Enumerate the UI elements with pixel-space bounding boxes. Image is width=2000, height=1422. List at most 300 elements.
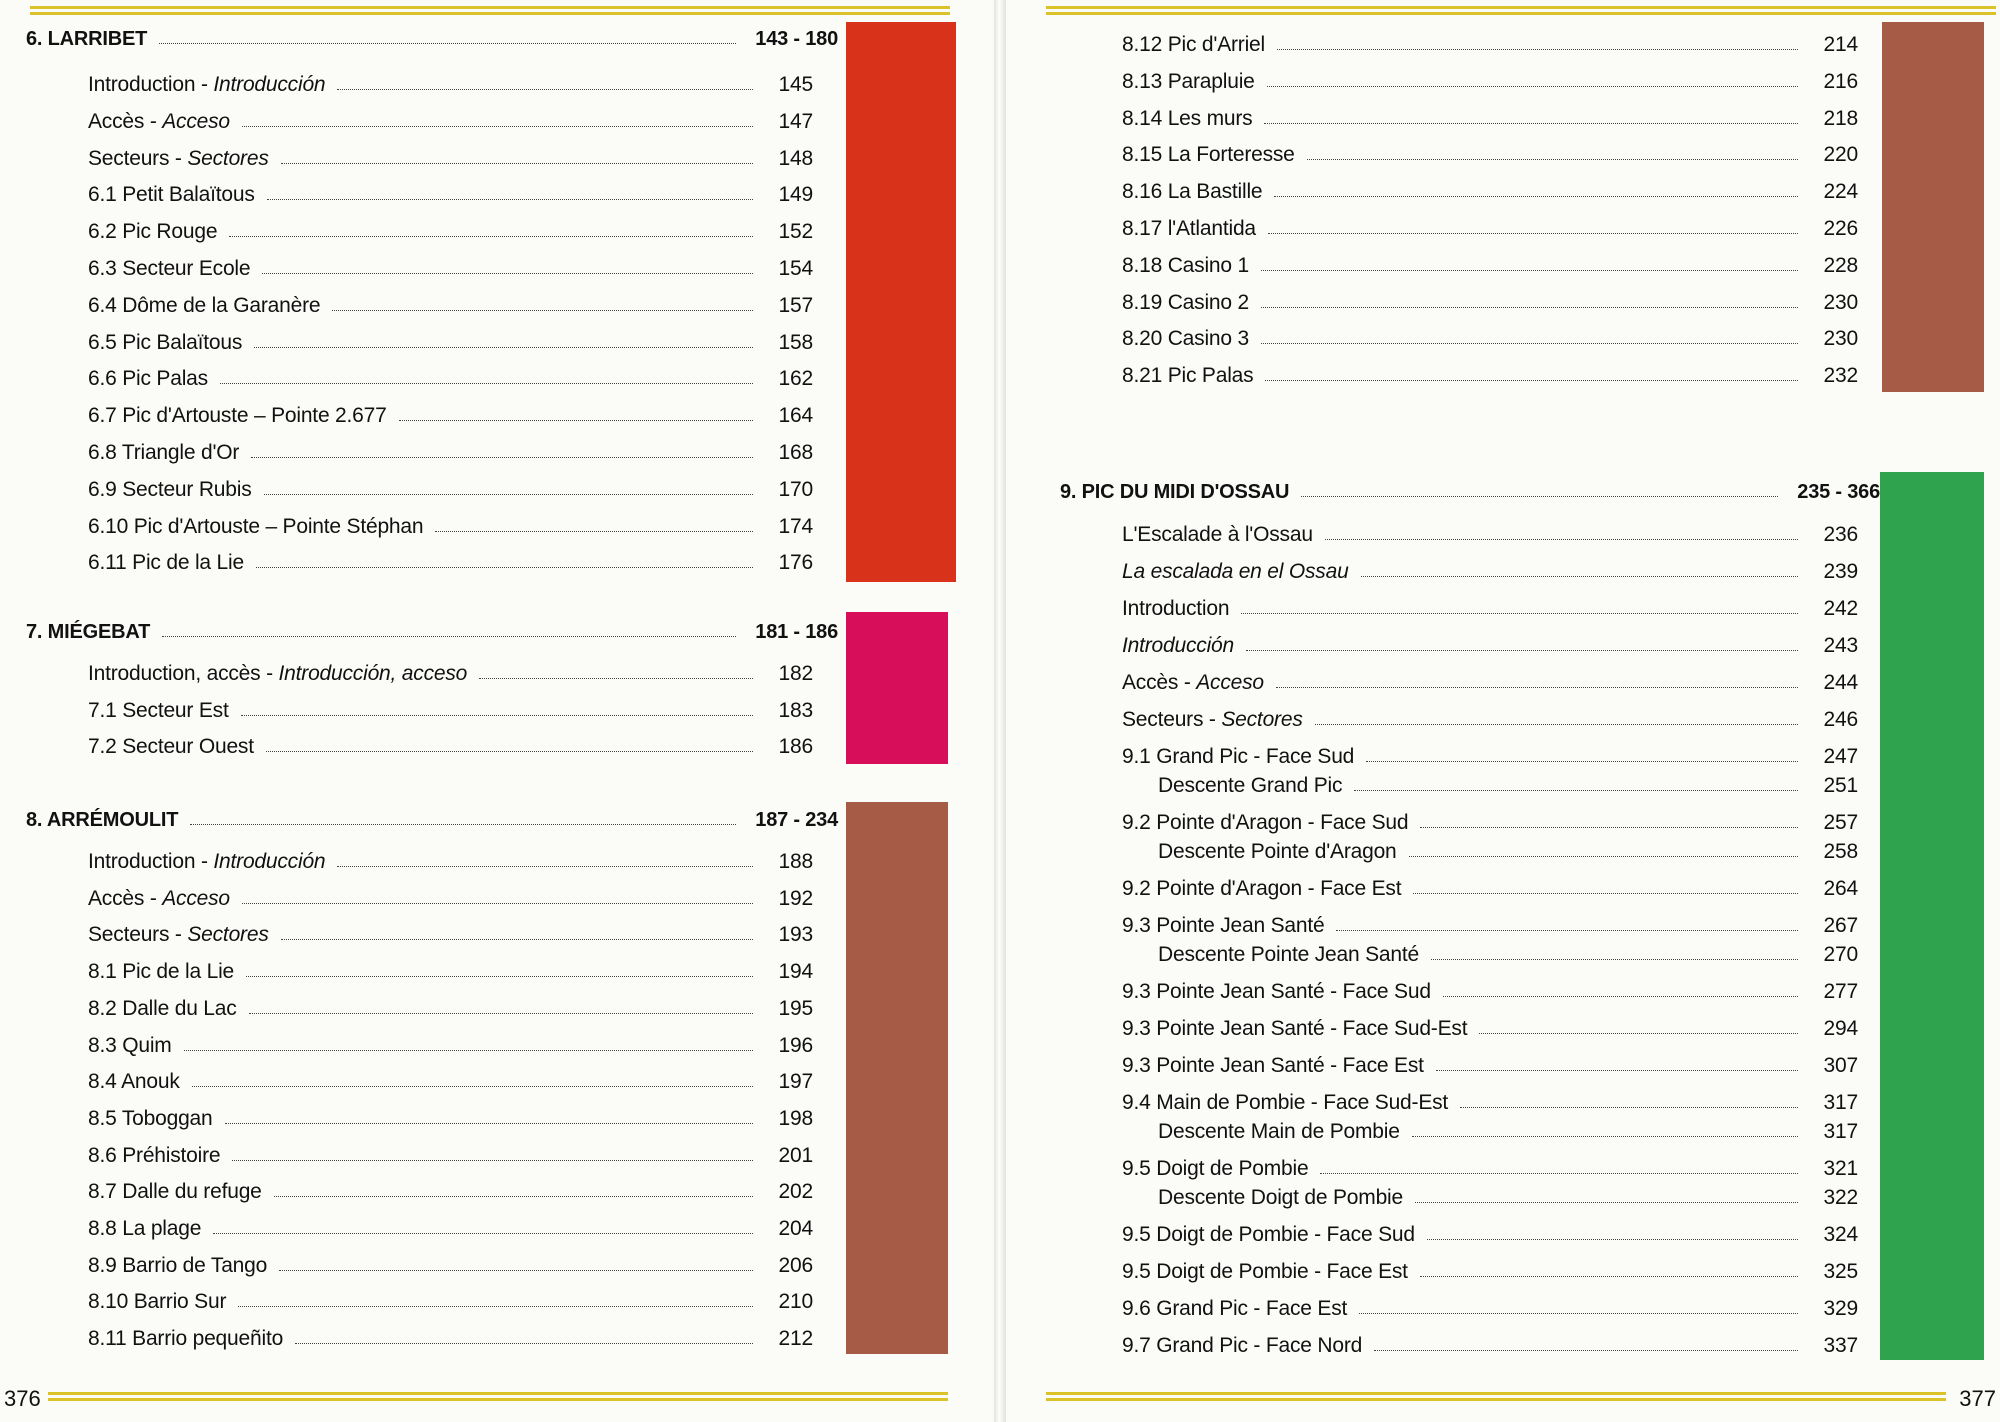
entry-text: Descente Pointe Jean Santé [1158,943,1419,966]
page-number: 329 [1823,1297,1858,1320]
dot-leader [1427,1239,1798,1240]
entry-label [88,478,252,502]
entry-label [1122,560,1349,584]
entry-text: 9.7 Grand Pic - Face Nord [1122,1334,1363,1357]
page-number: 277 [1823,980,1858,1003]
dot-leader [1261,270,1798,271]
entry-label [1158,1120,1400,1144]
entry-text: 6.6 Pic Palas [88,367,208,391]
page-number: 147 [778,109,813,133]
dot-leader [251,457,753,458]
entry-text: L'Escalade à l'Ossau [1122,523,1313,546]
toc-entry [88,842,813,874]
section-title: 6. LARRIBET [26,28,148,50]
toc-entry [88,1282,813,1314]
page-number: 148 [778,146,813,170]
page-number: 145 [778,73,813,96]
dot-leader [159,43,736,44]
entry-separator: - [169,146,188,170]
page-number: 228 [1823,253,1858,277]
toc-entry [1122,1149,1858,1181]
entry-label [88,1290,226,1314]
toc-entry [88,1172,813,1204]
entry-text: 8.13 Parapluie [1122,69,1255,93]
entry-text: 7.2 Secteur Ouest [88,735,254,759]
entry-label [88,183,255,207]
entry-text: Accès [1122,671,1179,694]
bottom-rule [1046,1392,1946,1401]
entry-label [1122,1297,1347,1321]
entry-label [88,110,230,134]
toc-entry [88,989,813,1021]
toc-entry [88,286,813,318]
page-number: 154 [778,257,813,280]
entry-label [88,1144,220,1168]
page-number: 157 [778,293,813,317]
toc-entry [88,879,813,911]
entry-label [1158,943,1419,967]
dot-leader [337,866,753,867]
entry-text: Descente Grand Pic [1158,774,1343,797]
toc-entry [1122,1326,1858,1358]
entry-label [1158,840,1397,864]
entry-label [88,1107,213,1131]
page-number: 210 [778,1290,813,1314]
entry-separator: - [1203,708,1222,731]
entry-text-spanish: Acceso [1196,671,1264,694]
toc-entry [88,915,813,947]
toc-entry [88,1062,813,1094]
entry-label [1122,180,1262,204]
page-number: 152 [778,220,813,244]
dot-leader [281,939,753,940]
section-heading [26,800,838,832]
toc-entry [88,433,813,465]
entry-text: Secteurs [88,923,170,947]
dot-leader [1265,380,1798,381]
dot-leader [1307,159,1798,160]
page-number: 270 [1823,943,1858,966]
page-number: 195 [778,996,813,1020]
toc-entry [1122,1215,1858,1247]
toc-subentry [1158,1178,1858,1210]
entry-text: 6.3 Secteur Ecole [88,257,251,280]
dot-leader [1261,343,1798,344]
page-number: 214 [1823,33,1858,56]
page-number: 264 [1823,877,1858,900]
entry-label [88,699,229,723]
entry-text-spanish: Introducción [213,73,326,96]
toc-entry [88,175,813,207]
dot-leader [1412,1136,1798,1137]
dot-leader [256,567,753,568]
entry-label [1122,70,1255,94]
entry-separator: - [144,886,163,910]
toc-entry [1122,62,1858,94]
entry-label [1122,671,1264,695]
entry-label [88,735,254,759]
page-number: 198 [778,1106,813,1130]
dot-leader [1241,613,1798,614]
toc-entry [88,507,813,539]
entry-text: 9.4 Main de Pombie - Face Sud-Est [1122,1091,1449,1114]
dot-leader [399,420,753,421]
entry-label [88,1180,262,1204]
entry-text: 9.3 Pointe Jean Santé [1122,914,1325,937]
entry-text-spanish: Introducción [1122,634,1235,657]
dot-leader [190,824,736,825]
entry-label [88,1254,267,1278]
page-number: 176 [778,551,813,575]
page-number: 337 [1823,1334,1858,1357]
dot-leader [1431,959,1798,960]
entry-label [1122,523,1313,547]
entry-label [1122,254,1249,278]
page-number: 192 [778,886,813,910]
page-number: 294 [1823,1017,1858,1040]
dot-leader [1420,827,1798,828]
entry-label [88,551,244,575]
toc-entry [1122,737,1858,769]
entry-label [1122,33,1265,57]
toc-entry [1122,552,1858,584]
toc-entry [1122,869,1858,901]
entry-label [88,997,237,1021]
entry-label [88,441,239,465]
entry-text: 6.1 Petit Balaïtous [88,183,255,207]
entry-text: 8.2 Dalle du Lac [88,996,237,1020]
entry-separator: - [195,850,214,873]
page-number: 230 [1823,290,1858,314]
entry-label [88,257,250,281]
dot-leader [1436,1070,1798,1071]
dot-leader [238,1306,753,1307]
section-page-range: 235 - 366 [1797,481,1880,503]
page-number: 317 [1823,1091,1858,1114]
page-number: 158 [778,330,813,354]
entry-text: Introduction [88,850,196,873]
toc-entry [88,470,813,502]
dot-leader [1460,1107,1798,1108]
section-page-range: 143 - 180 [755,28,838,50]
toc-entry [88,102,813,134]
section-color-tab [846,612,948,764]
toc-entry [1122,172,1858,204]
toc-entry [88,654,813,686]
dot-leader [1443,996,1798,997]
dot-leader [1276,687,1798,688]
entry-text: 9.5 Doigt de Pombie - Face Est [1122,1260,1408,1283]
toc-entry [88,323,813,355]
page-number: 258 [1823,840,1858,863]
page-number: 218 [1823,106,1858,130]
dot-leader [229,236,753,237]
toc-entry [1122,319,1858,351]
toc-entry [88,1209,813,1241]
dot-leader [337,89,753,90]
entry-text: Accès [88,886,145,910]
entry-text: 8.12 Pic d'Arriel [1122,33,1266,56]
entry-text: 9.3 Pointe Jean Santé - Face Sud-Est [1122,1017,1468,1040]
page-number: 239 [1823,560,1858,583]
page-number: 247 [1823,745,1858,768]
dot-leader [232,1160,753,1161]
toc-entry [1122,283,1858,315]
dot-leader [213,1233,753,1234]
dot-leader [225,1123,753,1124]
entry-text: Descente Main de Pombie [1158,1120,1400,1143]
entry-text: 8.3 Quim [88,1033,172,1057]
toc-subentry [1158,1112,1858,1144]
entry-text: 8.11 Barrio pequeñito [88,1327,284,1351]
top-rule [30,6,950,15]
entry-label [88,850,325,874]
toc-entry [88,543,813,575]
entry-label [1122,980,1431,1004]
dot-leader [262,273,753,274]
entry-text: 8.4 Anouk [88,1070,180,1094]
page-number: 212 [778,1327,813,1351]
toc-entry [1122,209,1858,241]
page-number: 174 [778,514,813,538]
entry-text: 9.5 Doigt de Pombie [1122,1157,1309,1180]
toc-entry [1122,1009,1858,1041]
entry-text: 6.8 Triangle d'Or [88,441,240,464]
bottom-rule [48,1392,948,1401]
section-color-tab [1882,22,1984,392]
entry-label [1122,1334,1362,1358]
dot-leader [162,636,736,637]
entry-label [88,1070,180,1094]
entry-label [1122,1223,1415,1247]
page-number: 244 [1823,671,1858,694]
toc-entry [1122,515,1858,547]
entry-label [88,220,217,244]
entry-text: Descente Pointe d'Aragon [1158,840,1397,863]
entry-text: 8.15 La Forteresse [1122,143,1295,167]
page-number: 251 [1823,774,1858,797]
entry-text-spanish: Sectores [1221,708,1303,731]
entry-label [1122,327,1249,351]
page-number: 201 [778,1143,813,1167]
entry-label [88,404,387,428]
toc-entry [88,1099,813,1131]
dot-leader [267,199,753,200]
top-rule [1046,6,1996,15]
page-number: 196 [778,1033,813,1057]
toc-entry [1122,1083,1858,1115]
dot-leader [1274,196,1798,197]
page-number: 257 [1823,811,1858,834]
page-number: 186 [778,735,813,759]
entry-separator: - [195,73,214,96]
page-number: 182 [778,662,813,685]
dot-leader [264,494,753,495]
dot-leader [1359,1313,1798,1314]
page-number: 206 [778,1253,813,1277]
page-number: 325 [1823,1260,1858,1283]
entry-text: Accès [88,109,145,133]
section-color-tab [846,22,956,582]
entry-text: 8.20 Casino 3 [1122,327,1249,351]
toc-subentry [1158,832,1858,864]
entry-text: 8.16 La Bastille [1122,180,1263,204]
entry-text: 8.19 Casino 2 [1122,290,1249,314]
entry-label [1122,597,1229,621]
entry-text: 8.21 Pic Palas [1122,364,1254,388]
entry-text-spanish: Sectores [187,923,269,947]
page-number: 193 [778,923,813,947]
dot-leader [279,1270,753,1271]
page-number: 202 [778,1180,813,1204]
entry-label [1158,1186,1403,1210]
entry-label [88,331,242,355]
entry-text: 6.2 Pic Rouge [88,220,218,244]
entry-text-spanish: Acceso [162,886,230,910]
toc-entry [88,65,813,97]
entry-label [26,809,178,832]
section-title: 9. PIC DU MIDI D'OSSAU [1060,481,1290,503]
toc-entry [88,359,813,391]
page-number: 220 [1823,143,1858,167]
toc-entry [88,727,813,759]
dot-leader [1268,233,1798,234]
dot-leader [254,347,753,348]
toc-subentry [1158,766,1858,798]
page-number: 242 [1823,597,1858,620]
dot-leader [1415,1202,1798,1203]
dot-leader [435,531,753,532]
dot-leader [246,976,753,977]
entry-text: 6.10 Pic d'Artouste – Pointe Stéphan [88,514,424,538]
entry-label [1122,364,1253,388]
dot-leader [1361,576,1798,577]
section-page-range: 181 - 186 [755,621,838,643]
entry-text: Descente Doigt de Pombie [1158,1186,1404,1209]
dot-leader [1261,307,1798,308]
entry-label [1122,217,1256,241]
dot-leader [274,1196,753,1197]
page-number: 376 [4,1386,41,1411]
page-number: 230 [1823,327,1858,351]
page-number: 307 [1823,1054,1858,1077]
page-number: 194 [778,960,813,984]
entry-label [88,367,208,391]
entry-text: 6.9 Secteur Rubis [88,477,252,501]
entry-text: 6.7 Pic d'Artouste – Pointe 2.677 [88,404,387,428]
page-number: 183 [778,698,813,722]
entry-text: 8.17 l'Atlantida [1122,217,1256,240]
entry-text: Secteurs [88,146,170,170]
entry-text: 8.1 Pic de la Lie [88,960,235,984]
entry-label [1060,481,1289,504]
dot-leader [1320,1173,1798,1174]
section-heading [1060,472,1880,504]
entry-text: Introduction [1122,597,1230,620]
toc-entry [1122,25,1858,57]
entry-text: 9.2 Pointe d'Aragon - Face Sud [1122,811,1409,834]
dot-leader [1409,856,1798,857]
entry-text: 9.2 Pointe d'Aragon - Face Est [1122,877,1402,900]
section-title: 8. ARRÉMOULIT [26,809,179,831]
entry-text: 9.5 Doigt de Pombie - Face Sud [1122,1223,1415,1246]
dot-leader [242,126,753,127]
page-number: 322 [1823,1186,1858,1209]
toc-entry [88,249,813,281]
entry-text: Secteurs [1122,708,1204,731]
dot-leader [242,903,753,904]
entry-label [1122,877,1401,901]
entry-text: 8.18 Casino 1 [1122,253,1249,277]
toc-entry [1122,246,1858,278]
dot-leader [332,310,753,311]
entry-text: Introduction, accès [88,662,261,685]
toc-entry [88,952,813,984]
toc-entry [88,1246,813,1278]
entry-label [88,887,230,911]
entry-text-spanish: La escalada en el Ossau [1122,560,1349,583]
toc-entry [88,691,813,723]
entry-label [1122,291,1249,315]
toc-entry [88,1026,813,1058]
section-page-range: 187 - 234 [755,809,838,831]
page-number: 188 [778,850,813,873]
entry-label [1122,107,1252,131]
entry-text-spanish: Acceso [162,109,230,133]
section-heading [26,612,838,644]
toc-entry [88,1319,813,1351]
entry-label [1122,143,1295,167]
page-number: 321 [1823,1157,1858,1180]
dot-leader [281,163,753,164]
entry-label [1122,634,1234,658]
entry-label [88,147,269,171]
section-title: 7. MIÉGEBAT [26,621,151,643]
dot-leader [1336,930,1798,931]
dot-leader [184,1050,753,1051]
section-color-tab [846,802,948,1354]
toc-entry [1122,1289,1858,1321]
page-number: 324 [1823,1223,1858,1246]
toc-entry [88,212,813,244]
entry-text: 8.14 Les murs [1122,106,1253,130]
entry-separator: - [169,923,188,947]
entry-label [88,73,325,97]
entry-label [88,923,269,947]
dot-leader [249,1013,753,1014]
dot-leader [1246,650,1798,651]
dot-leader [1420,1276,1798,1277]
toc-entry [88,1136,813,1168]
entry-text-spanish: Introducción [213,850,326,873]
page-number: 243 [1823,634,1858,657]
dot-leader [266,751,753,752]
entry-text-spanish: Introducción, acceso [278,662,468,685]
page-number: 197 [778,1070,813,1094]
entry-label [1122,1260,1408,1284]
entry-label [26,621,150,644]
dot-leader [479,678,753,679]
dot-leader [192,1086,753,1087]
entry-text: 8.10 Barrio Sur [88,1290,227,1314]
entry-text: 9.3 Pointe Jean Santé - Face Sud [1122,980,1431,1003]
entry-text: 9.1 Grand Pic - Face Sud [1122,745,1355,768]
entry-label [1122,1017,1467,1041]
entry-text: 9.6 Grand Pic - Face Est [1122,1297,1348,1320]
page-number: 162 [778,367,813,391]
page-number: 170 [778,477,813,501]
entry-text: 8.9 Barrio de Tango [88,1253,268,1277]
